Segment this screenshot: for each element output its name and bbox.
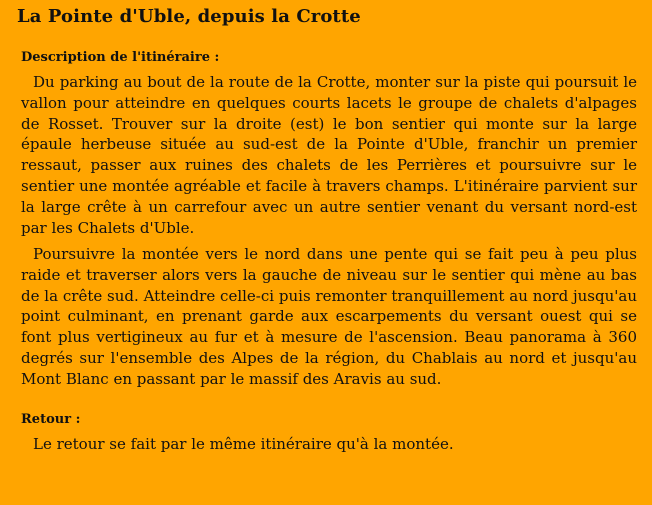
description-paragraph-2: Poursuivre la montée vers le nord dans une pente qui se fait peu à peu plus raide et traverser alors vers la gauche de niveau sur le sentier qui mène au bas de la crête sud. Atteindre celle-ci puis remonter tranquillement au nord jusqu'au point culminant, en prenant garde aux escarpements du versant ouest qui se font plus vertigineux au fur et à mesure de l'ascension. Beau panorama à 360 degrés sur l'ensemble des Alpes de la région, du Chablais au nord et jusqu'au Mont Blanc en passant par le massif des Aravis au sud. [21, 245, 637, 388]
retour-paragraph: Le retour se fait par le même itinéraire qu'à la montée. [33, 435, 454, 453]
description-heading: Description de l'itinéraire : [21, 50, 220, 65]
retour-heading: Retour : [21, 412, 81, 427]
description-paragraph-1: Du parking au bout de la route de la Crotte, monter sur la piste qui poursuit le vallon pour atteindre en quelques courts lacets le groupe de chalets d'alpages de Rosset. Trouver sur la droite (est) le bon sentier qui monte sur la large épaule herbeuse située au sud-est de la Pointe d'Uble, franchir un premier ressaut, passer aux ruines des chalets de les Perrières et poursuivre sur le sentier une montée agréable et facile à travers champs. L'itinéraire parvient sur la large crête à un carrefour avec un autre sentier venant du versant nord-est par les Chalets d'Uble. [21, 73, 637, 237]
page-title: La Pointe d'Uble, depuis la Crotte [17, 6, 361, 27]
